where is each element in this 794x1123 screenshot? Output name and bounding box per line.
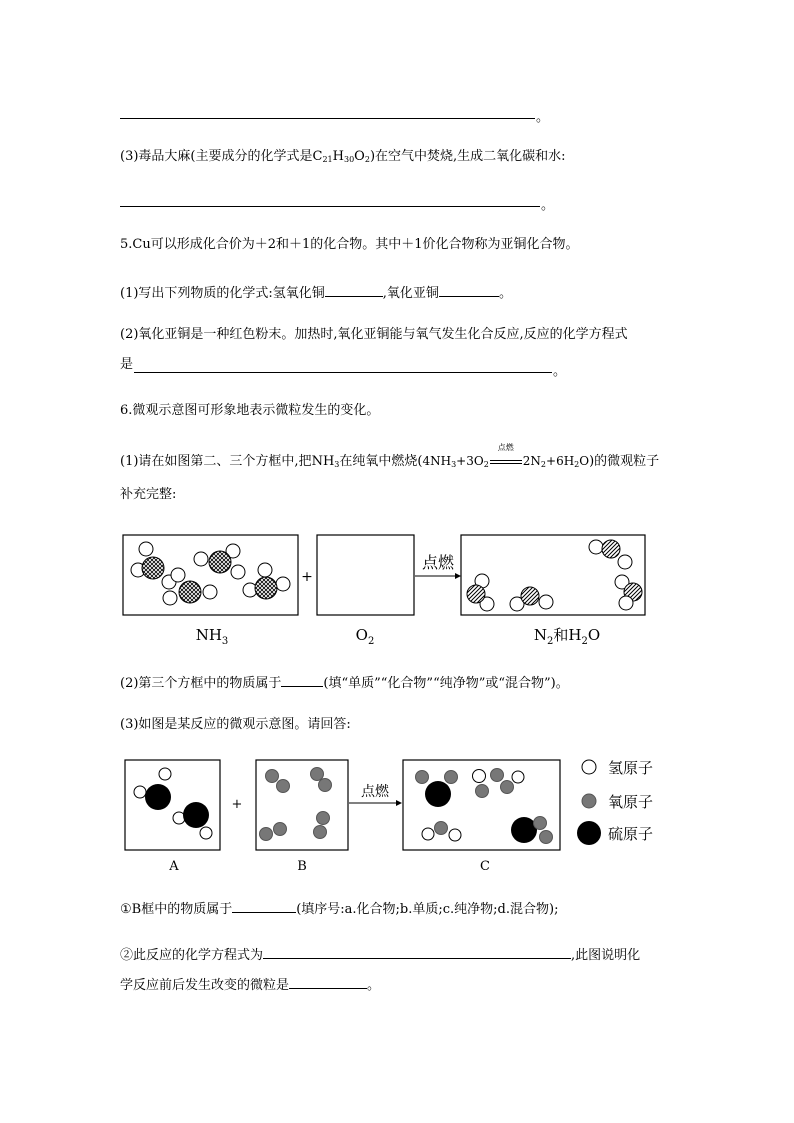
answer-blank-changed-particle[interactable] [289,974,367,989]
label-a: A [169,859,179,874]
period: 。 [553,364,567,379]
answer-blank-equation[interactable] [263,944,571,959]
legend-sulfur-label: 硫原子 [608,825,654,843]
question-6-part-1-line-2: 补充完整: [120,487,177,502]
question-5-part-2-line-2: 是 [120,357,134,372]
arrow-condition-label: 点燃 [361,784,389,800]
question-5-stem: 5.Cu可以形成化合价为＋2和＋1的化合物。其中＋1价化合物称为亚铜化合物。 [120,237,579,252]
arrow-condition-label: 点燃 [421,553,455,572]
label-b: B [297,859,307,874]
label-products: $N_2$和$H_2O$ [533,626,601,647]
label-c: C [480,859,490,874]
question-3-item-3: (3)毒品大麻(主要成分的化学式是$C_{21}H_{30}O_2$)在空气中焚烧,生成二氧化碳和水: [120,149,566,164]
plus-sign: + [301,569,313,585]
question-5-part-1: (1)写出下列物质的化学式:氢氧化铜 ,氧化亚铜 。 [120,282,512,303]
legend-sulfur-icon [577,821,601,845]
legend-oxygen-label: 氧原子 [608,793,654,811]
period: 。 [541,198,555,213]
label-nh3: $NH_3$ [195,626,229,647]
legend-oxygen-icon [582,794,596,808]
plus-sign: + [231,797,243,812]
question-6-sub-1: ①B框中的物质属于 (填序号:a.化合物;b.单质;c.纯净物;d.混合物); [120,898,558,919]
question-6-sub-2-line-2: 学反应前后发生改变的微粒是 。 [120,974,380,995]
combustion-equation: $4NH_3+3O_2$ 点燃 $2N_2+6H_2O$ [422,443,590,469]
reaction-condition: 点燃 [497,443,514,452]
legend-hydrogen-icon [582,760,596,774]
question-5-part-2-line-1: (2)氧化亚铜是一种红色粉末。加热时,氧化亚铜能与氧气发生化合反应,反应的化学方程式 [120,327,628,342]
question-6-part-3: (3)如图是某反应的微观示意图。请回答: [120,717,351,732]
hydrogen-atom [512,771,524,783]
question-6-part-1-line-1: (1)请在如图第二、三个方框中,把$NH_3$在纯氧中燃烧($4NH_3+3O_2$ 点燃 $2N_2+6H_2O$)的微观粒子 [120,443,660,469]
question-6-sub-2-line-1: ②此反应的化学方程式为 ,此图说明化 [120,944,640,965]
period: 。 [536,110,550,125]
answer-blank-b-type[interactable] [232,898,296,913]
question-6-part-2: (2)第三个方框中的物质属于 (填“单质”“化合物”“纯净物”或“混合物”)。 [120,672,569,693]
legend-hydrogen-label: 氢原子 [608,759,654,777]
label-o2: $O_2$ [355,626,375,647]
question-6-stem: 6.微观示意图可形象地表示微粒发生的变化。 [120,403,380,418]
